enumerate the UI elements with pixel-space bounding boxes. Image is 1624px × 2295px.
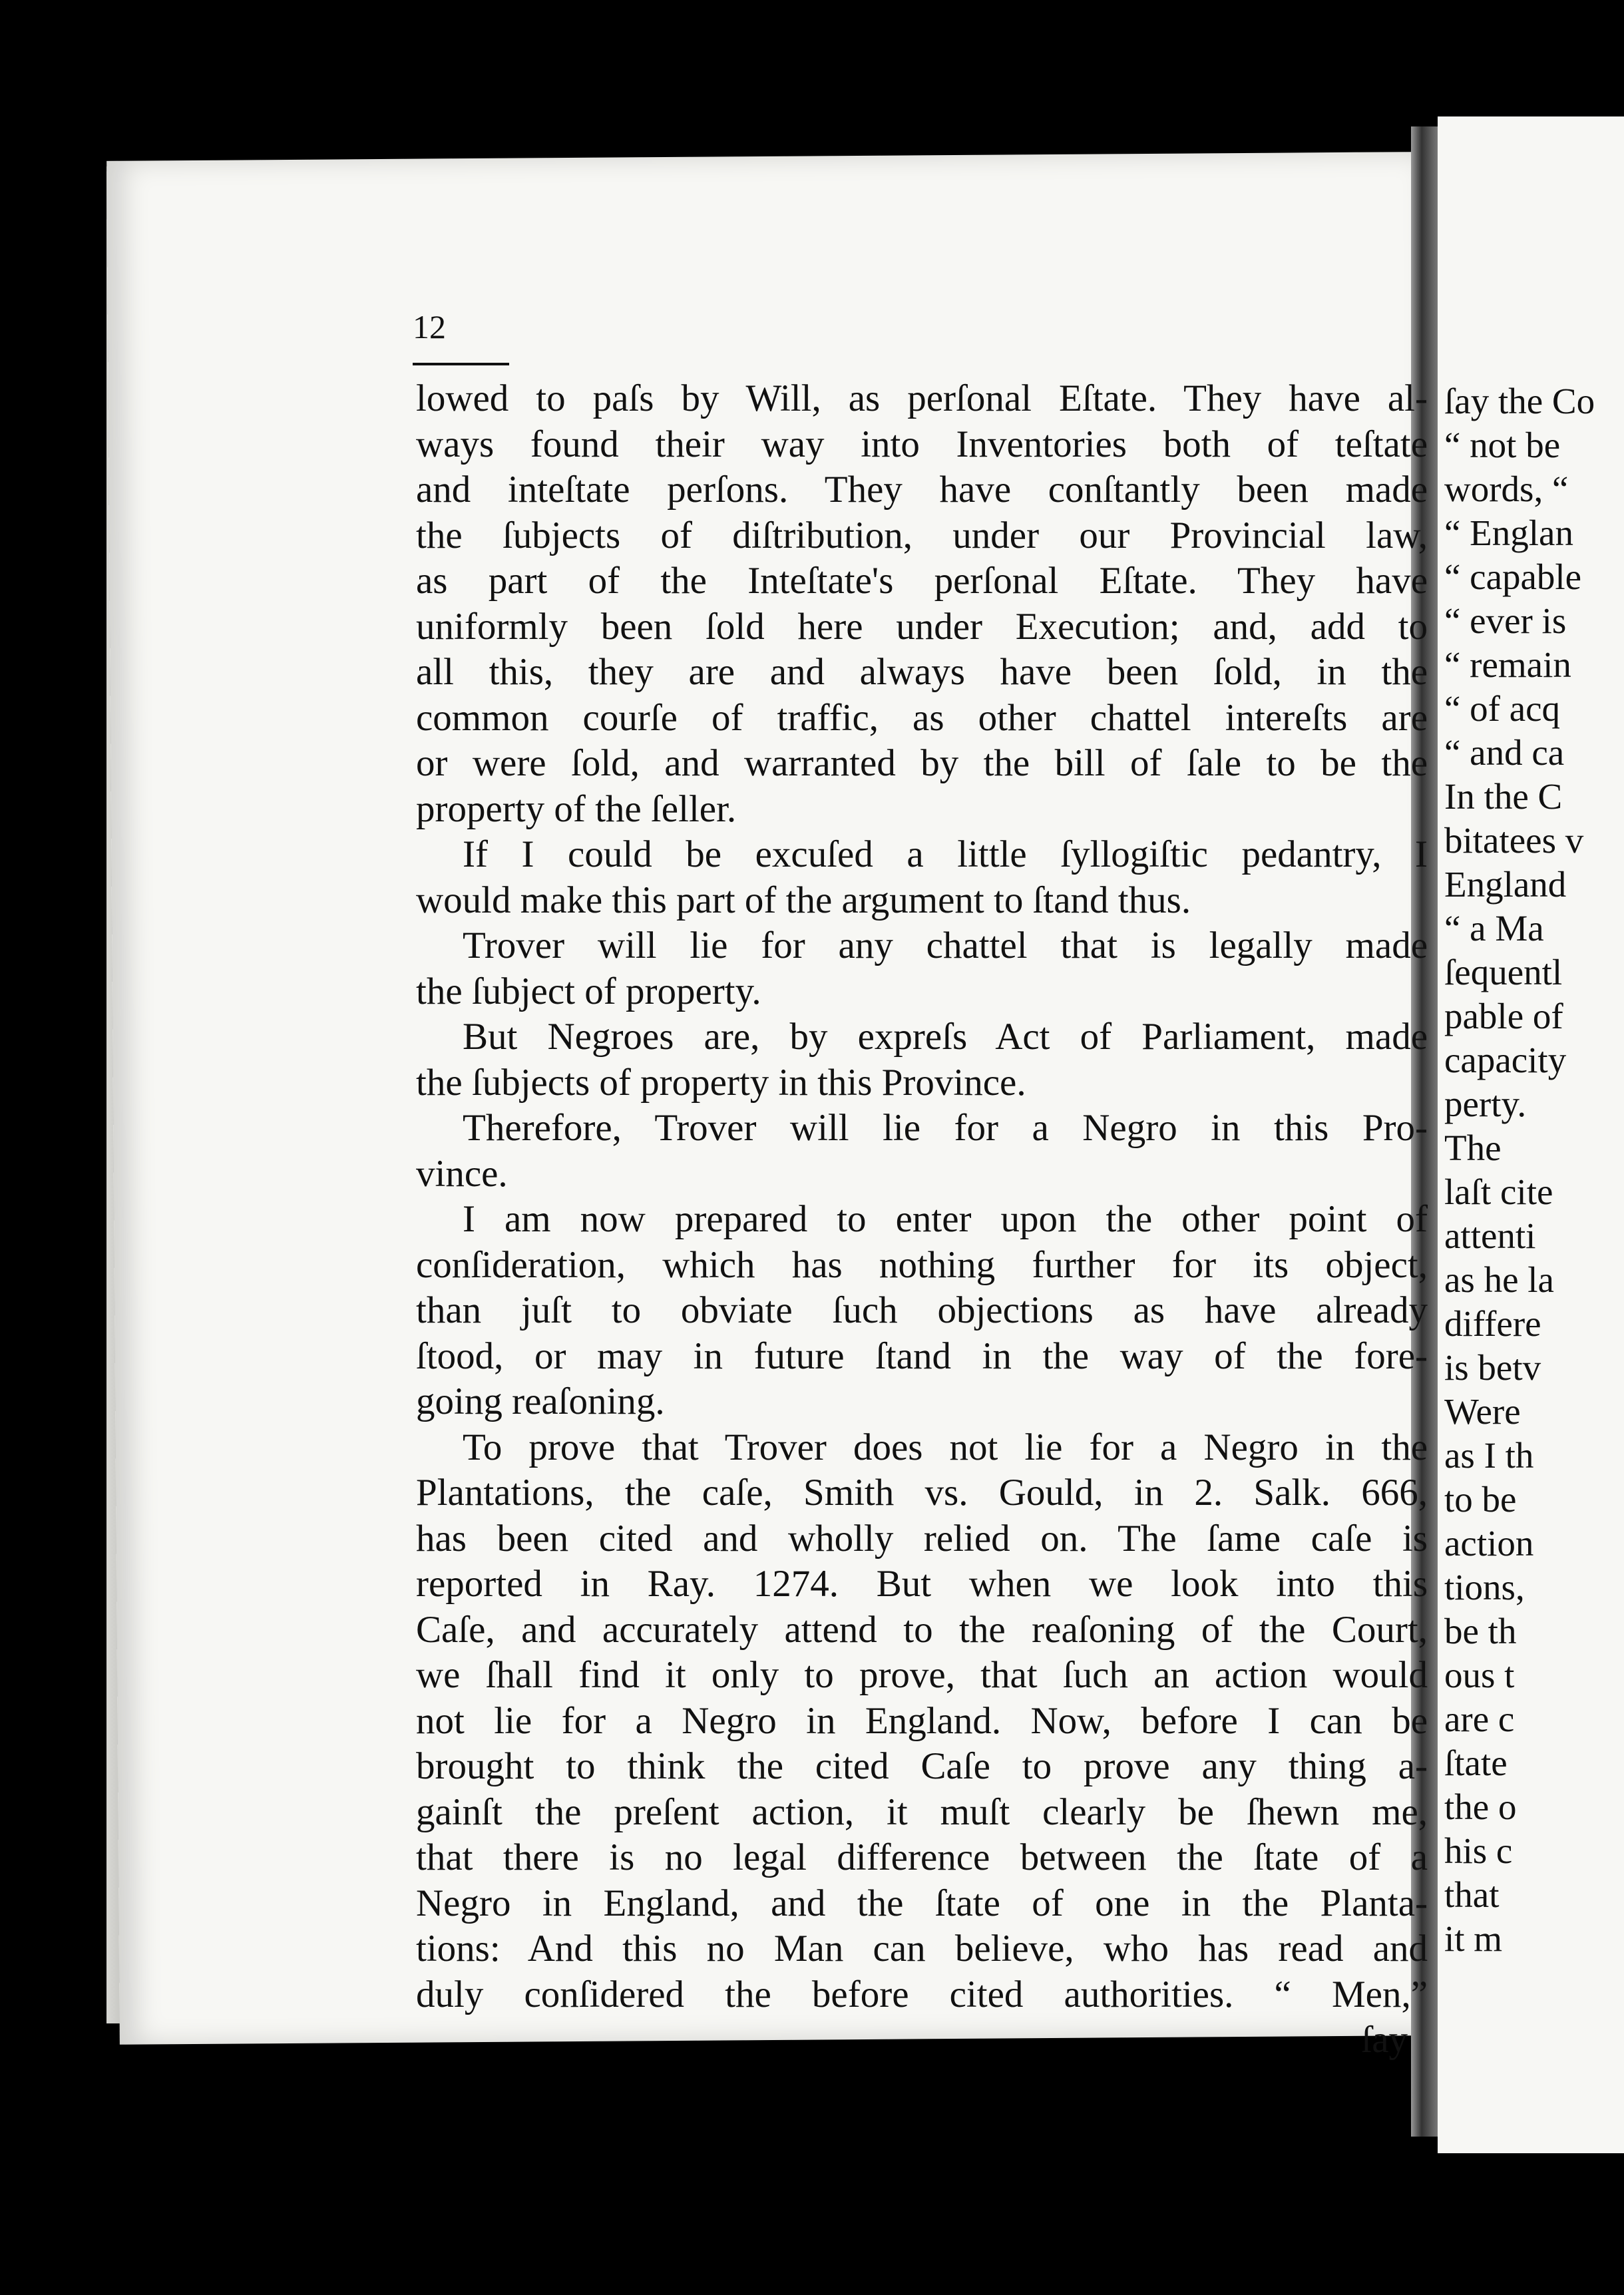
- right-page-line: “ capable: [1444, 556, 1582, 597]
- text-line: vince.: [416, 1152, 508, 1195]
- right-page-line: “ Englan: [1444, 513, 1573, 553]
- text-line: brought to think the cited Caſe to prove any thing a-: [416, 1745, 1428, 1787]
- text-line: as part of the Inteſtate's perſonal Eſtate. They have: [416, 560, 1428, 602]
- text-line: Caſe, and accurately attend to the reaſoning of the Court,: [416, 1608, 1428, 1651]
- text-line: ſay: [1361, 2019, 1408, 2061]
- text-line: the ſubjects of diſtribution, under our Provincial law,: [416, 514, 1428, 556]
- text-line: we ſhall find it only to prove, that ſuch an action would: [416, 1654, 1428, 1696]
- text-line: Plantations, the caſe, Smith vs. Gould, in 2. Salk. 666,: [416, 1472, 1428, 1514]
- right-page-line: that: [1444, 1874, 1500, 1915]
- text-line: going reaſoning.: [416, 1380, 665, 1422]
- right-page-line: to be: [1444, 1479, 1517, 1520]
- right-page-line: “ a Ma: [1444, 908, 1544, 948]
- text-line: that there is no legal difference between the ſtate of a: [416, 1836, 1428, 1878]
- left-page-text: [416, 376, 1428, 2063]
- text-line: than juſt to obviate ſuch objections as have already: [416, 1289, 1428, 1331]
- right-page-line: the o: [1444, 1786, 1517, 1827]
- text-line: Therefore, Trover will lie for a Negro in this Pro-: [463, 1107, 1428, 1149]
- right-page-line: The: [1444, 1128, 1502, 1168]
- right-page-line: as he la: [1444, 1259, 1554, 1300]
- right-page-line: “ remain: [1444, 644, 1571, 685]
- right-page-line: pable of: [1444, 996, 1563, 1036]
- right-page-line: words, “: [1444, 469, 1569, 509]
- text-line: duly conſidered the before cited authorities. “ Men,”: [416, 1973, 1428, 2015]
- right-page-line: as I th: [1444, 1435, 1534, 1476]
- page-number: 12: [413, 308, 446, 345]
- right-page-line: England: [1444, 864, 1567, 905]
- text-line: To prove that Trover does not lie for a Negro in the: [463, 1426, 1428, 1468]
- right-page-line: Were: [1444, 1391, 1521, 1432]
- text-line: uniformly been ſold here under Execution; and, add to: [416, 605, 1428, 648]
- right-page-line: attenti: [1444, 1215, 1536, 1256]
- text-line: Trover will lie for any chattel that is legally made: [463, 925, 1428, 966]
- right-page-line: ſequentl: [1444, 952, 1563, 992]
- right-page-line: perty.: [1444, 1084, 1527, 1124]
- right-page-line: ſtate: [1444, 1743, 1508, 1783]
- right-page-line: capacity: [1444, 1040, 1567, 1080]
- right-page-line: ous t: [1444, 1655, 1515, 1695]
- text-line: the ſubjects of property in this Province.: [416, 1061, 1026, 1104]
- right-page-line: is betv: [1444, 1347, 1541, 1388]
- right-page-line: laſt cite: [1444, 1171, 1553, 1212]
- right-page-line: it m: [1444, 1918, 1503, 1959]
- text-line: and inteſtate perſons. They have conſtantly been made: [416, 469, 1428, 511]
- text-line: tions: And this no Man can believe, who has read and: [416, 1928, 1428, 1970]
- text-line: common courſe of traffic, as other chattel intereſts are: [416, 696, 1428, 739]
- text-line: ſtood, or may in future ſtand in the way of the fore-: [416, 1335, 1428, 1377]
- right-page-text: [1444, 379, 1624, 1961]
- right-page-line: differe: [1444, 1303, 1541, 1344]
- text-line: all this, they are and always have been ſold, in the: [416, 651, 1428, 693]
- right-page-line: are c: [1444, 1699, 1515, 1739]
- text-line: ways found their way into Inventories both of teſtate: [416, 423, 1428, 465]
- right-page-line: tions,: [1444, 1567, 1525, 1607]
- text-line: Negro in England, and the ſtate of one in the Planta-: [416, 1882, 1428, 1924]
- text-line: has been cited and wholly relied on. The ſame caſe is: [416, 1517, 1428, 1560]
- text-line: conſideration, which has nothing further for its object,: [416, 1243, 1428, 1286]
- text-line: the ſubject of property.: [416, 970, 761, 1012]
- right-page-line: be th: [1444, 1611, 1517, 1651]
- text-line: reported in Ray. 1274. But when we look into this: [416, 1563, 1428, 1605]
- right-page-line: In the C: [1444, 776, 1563, 817]
- text-line: lowed to paſs by Will, as perſonal Eſtate. They have al-: [416, 377, 1428, 419]
- text-line: gainſt the preſent action, it muſt clearly be ſhewn me,: [416, 1790, 1428, 1833]
- right-page-line: action: [1444, 1523, 1534, 1564]
- header-rule: [413, 363, 509, 365]
- right-page-line: “ and ca: [1444, 732, 1565, 773]
- text-line: or were ſold, and warranted by the bill of ſale to be the: [416, 742, 1428, 784]
- text-line: But Negroes are, by expreſs Act of Parliament, made: [463, 1016, 1428, 1058]
- text-line: property of the ſeller.: [416, 787, 737, 830]
- text-line: If I could be excuſed a little ſyllogiſtic pedantry, I: [463, 833, 1428, 875]
- right-page-line: ſay the Co: [1444, 381, 1595, 421]
- right-page-line: bitatees v: [1444, 820, 1584, 861]
- text-line: I am now prepared to enter upon the other point of: [463, 1198, 1428, 1240]
- right-page-line: “ ever is: [1444, 600, 1567, 641]
- right-page-line: “ of acq: [1444, 688, 1561, 729]
- right-page-line: “ not be: [1444, 425, 1561, 465]
- text-line: would make this part of the argument to ſtand thus.: [416, 879, 1191, 921]
- text-line: not lie for a Negro in England. Now, before I can be: [416, 1699, 1428, 1742]
- right-page-line: his c: [1444, 1830, 1513, 1871]
